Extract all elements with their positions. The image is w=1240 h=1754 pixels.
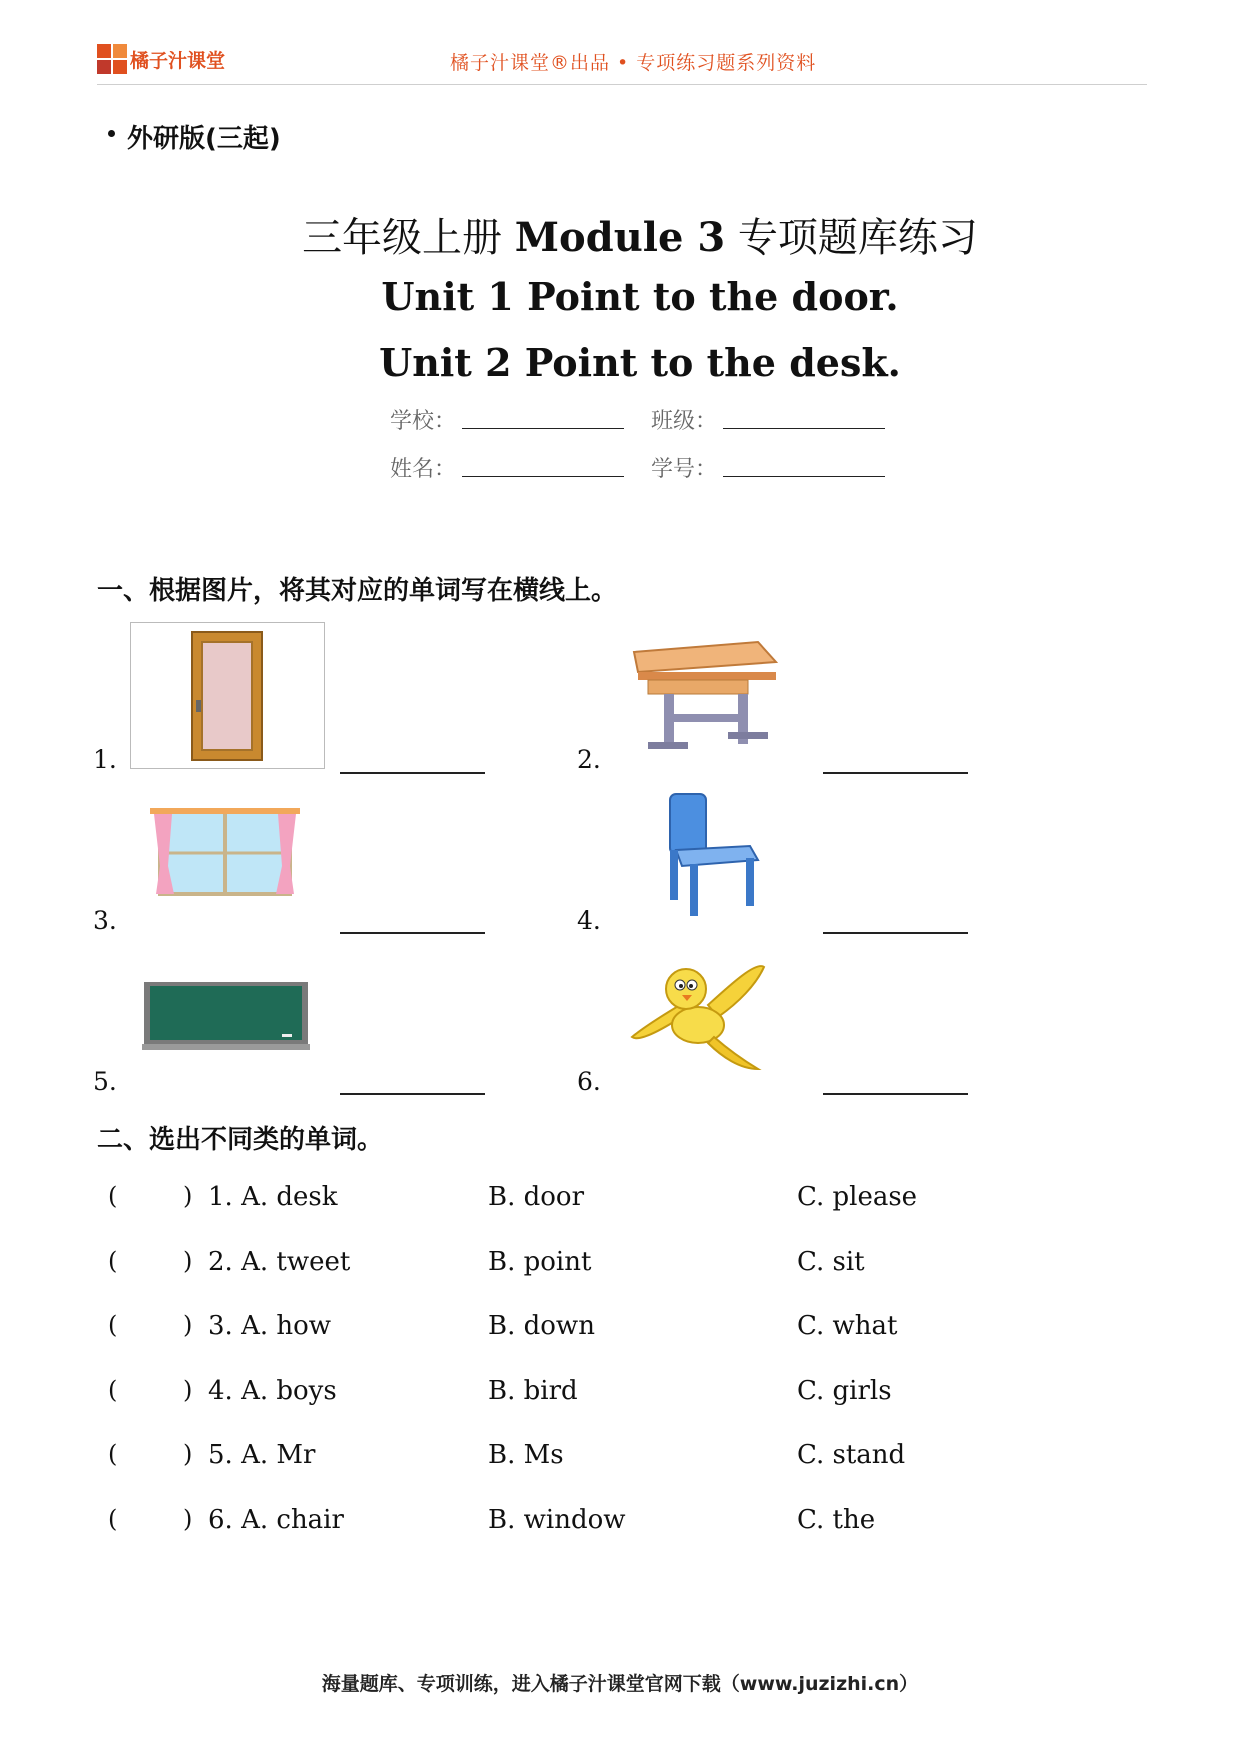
option-c: C. girls — [797, 1376, 892, 1406]
option-a: 2. A. tweet — [208, 1247, 351, 1277]
header-title: 橘子汁课堂®出品 • 专项练习题系列资料 — [450, 52, 817, 74]
title-pre: 三年级上册 — [302, 215, 515, 261]
footer-text: 海量题库、专项训练，进入橘子汁课堂官网下载（www.juzizhi.cn） — [321, 1673, 919, 1695]
option-b: B. window — [488, 1505, 626, 1535]
option-c: C. what — [797, 1311, 898, 1341]
edition-text: 外研版(三起) — [127, 124, 281, 154]
school-label: 学校： — [390, 409, 457, 434]
name-label: 姓名： — [390, 457, 457, 482]
item-number: 3. — [93, 906, 117, 935]
answer-blank-6[interactable] — [823, 1093, 968, 1095]
answer-bracket-open[interactable]: ( — [108, 1311, 118, 1339]
option-c: C. the — [797, 1505, 876, 1535]
logo-icon — [97, 44, 127, 74]
header-divider — [97, 84, 1147, 85]
title-post: 专项题库练习 — [725, 215, 978, 261]
option-a: 3. A. how — [208, 1311, 332, 1341]
answer-bracket-close: ) — [183, 1440, 193, 1468]
student-no-label: 学号： — [651, 457, 718, 482]
option-c: C. sit — [797, 1247, 865, 1277]
unit2-title: Unit 2 Point to the desk. — [379, 340, 901, 385]
option-a: 1. A. desk — [208, 1182, 338, 1212]
answer-bracket-open[interactable]: ( — [108, 1440, 118, 1468]
option-c: C. please — [797, 1182, 918, 1212]
answer-bracket-close: ) — [183, 1311, 193, 1339]
class-label: 班级： — [651, 409, 718, 434]
answer-bracket-open[interactable]: ( — [108, 1376, 118, 1404]
option-a: 4. A. boys — [208, 1376, 337, 1406]
logo-text: 橘子汁课堂 — [130, 50, 226, 72]
door-icon — [130, 622, 325, 769]
answer-blank-3[interactable] — [340, 932, 485, 934]
title-module: Module 3 — [514, 214, 726, 261]
item-number: 2. — [577, 745, 601, 774]
school-field[interactable] — [462, 428, 624, 429]
page-title — [0, 206, 1240, 263]
desk-icon — [628, 632, 780, 757]
item-number: 5. — [93, 1067, 117, 1096]
option-b: B. Ms — [488, 1440, 564, 1470]
student-no-field[interactable] — [723, 476, 885, 477]
option-b: B. door — [488, 1182, 585, 1212]
class-field[interactable] — [723, 428, 885, 429]
bird-icon — [630, 955, 780, 1075]
option-b: B. bird — [488, 1376, 578, 1406]
option-c: C. stand — [797, 1440, 906, 1470]
answer-bracket-close: ) — [183, 1182, 193, 1210]
chair-icon — [666, 790, 762, 918]
section1-heading: 一、根据图片，将其对应的单词写在横线上。 — [97, 576, 618, 606]
answer-bracket-open[interactable]: ( — [108, 1247, 118, 1275]
unit1-title: Unit 1 Point to the door. — [381, 274, 899, 319]
answer-bracket-close: ) — [183, 1376, 193, 1404]
answer-bracket-open[interactable]: ( — [108, 1182, 118, 1210]
answer-bracket-open[interactable]: ( — [108, 1505, 118, 1533]
option-a: 6. A. chair — [208, 1505, 344, 1535]
window-icon — [150, 806, 302, 901]
item-number: 6. — [577, 1067, 601, 1096]
name-field[interactable] — [462, 476, 624, 477]
answer-blank-1[interactable] — [340, 772, 485, 774]
bullet-icon — [108, 130, 115, 137]
answer-blank-4[interactable] — [823, 932, 968, 934]
answer-blank-5[interactable] — [340, 1093, 485, 1095]
option-a: 5. A. Mr — [208, 1440, 316, 1470]
blackboard-icon — [142, 980, 312, 1052]
option-b: B. point — [488, 1247, 592, 1277]
section2-heading: 二、选出不同类的单词。 — [97, 1125, 384, 1155]
item-number: 4. — [577, 906, 601, 935]
option-b: B. down — [488, 1311, 595, 1341]
answer-bracket-close: ) — [183, 1505, 193, 1533]
answer-bracket-close: ) — [183, 1247, 193, 1275]
answer-blank-2[interactable] — [823, 772, 968, 774]
edition-label — [108, 118, 281, 155]
item-number: 1. — [93, 745, 117, 774]
